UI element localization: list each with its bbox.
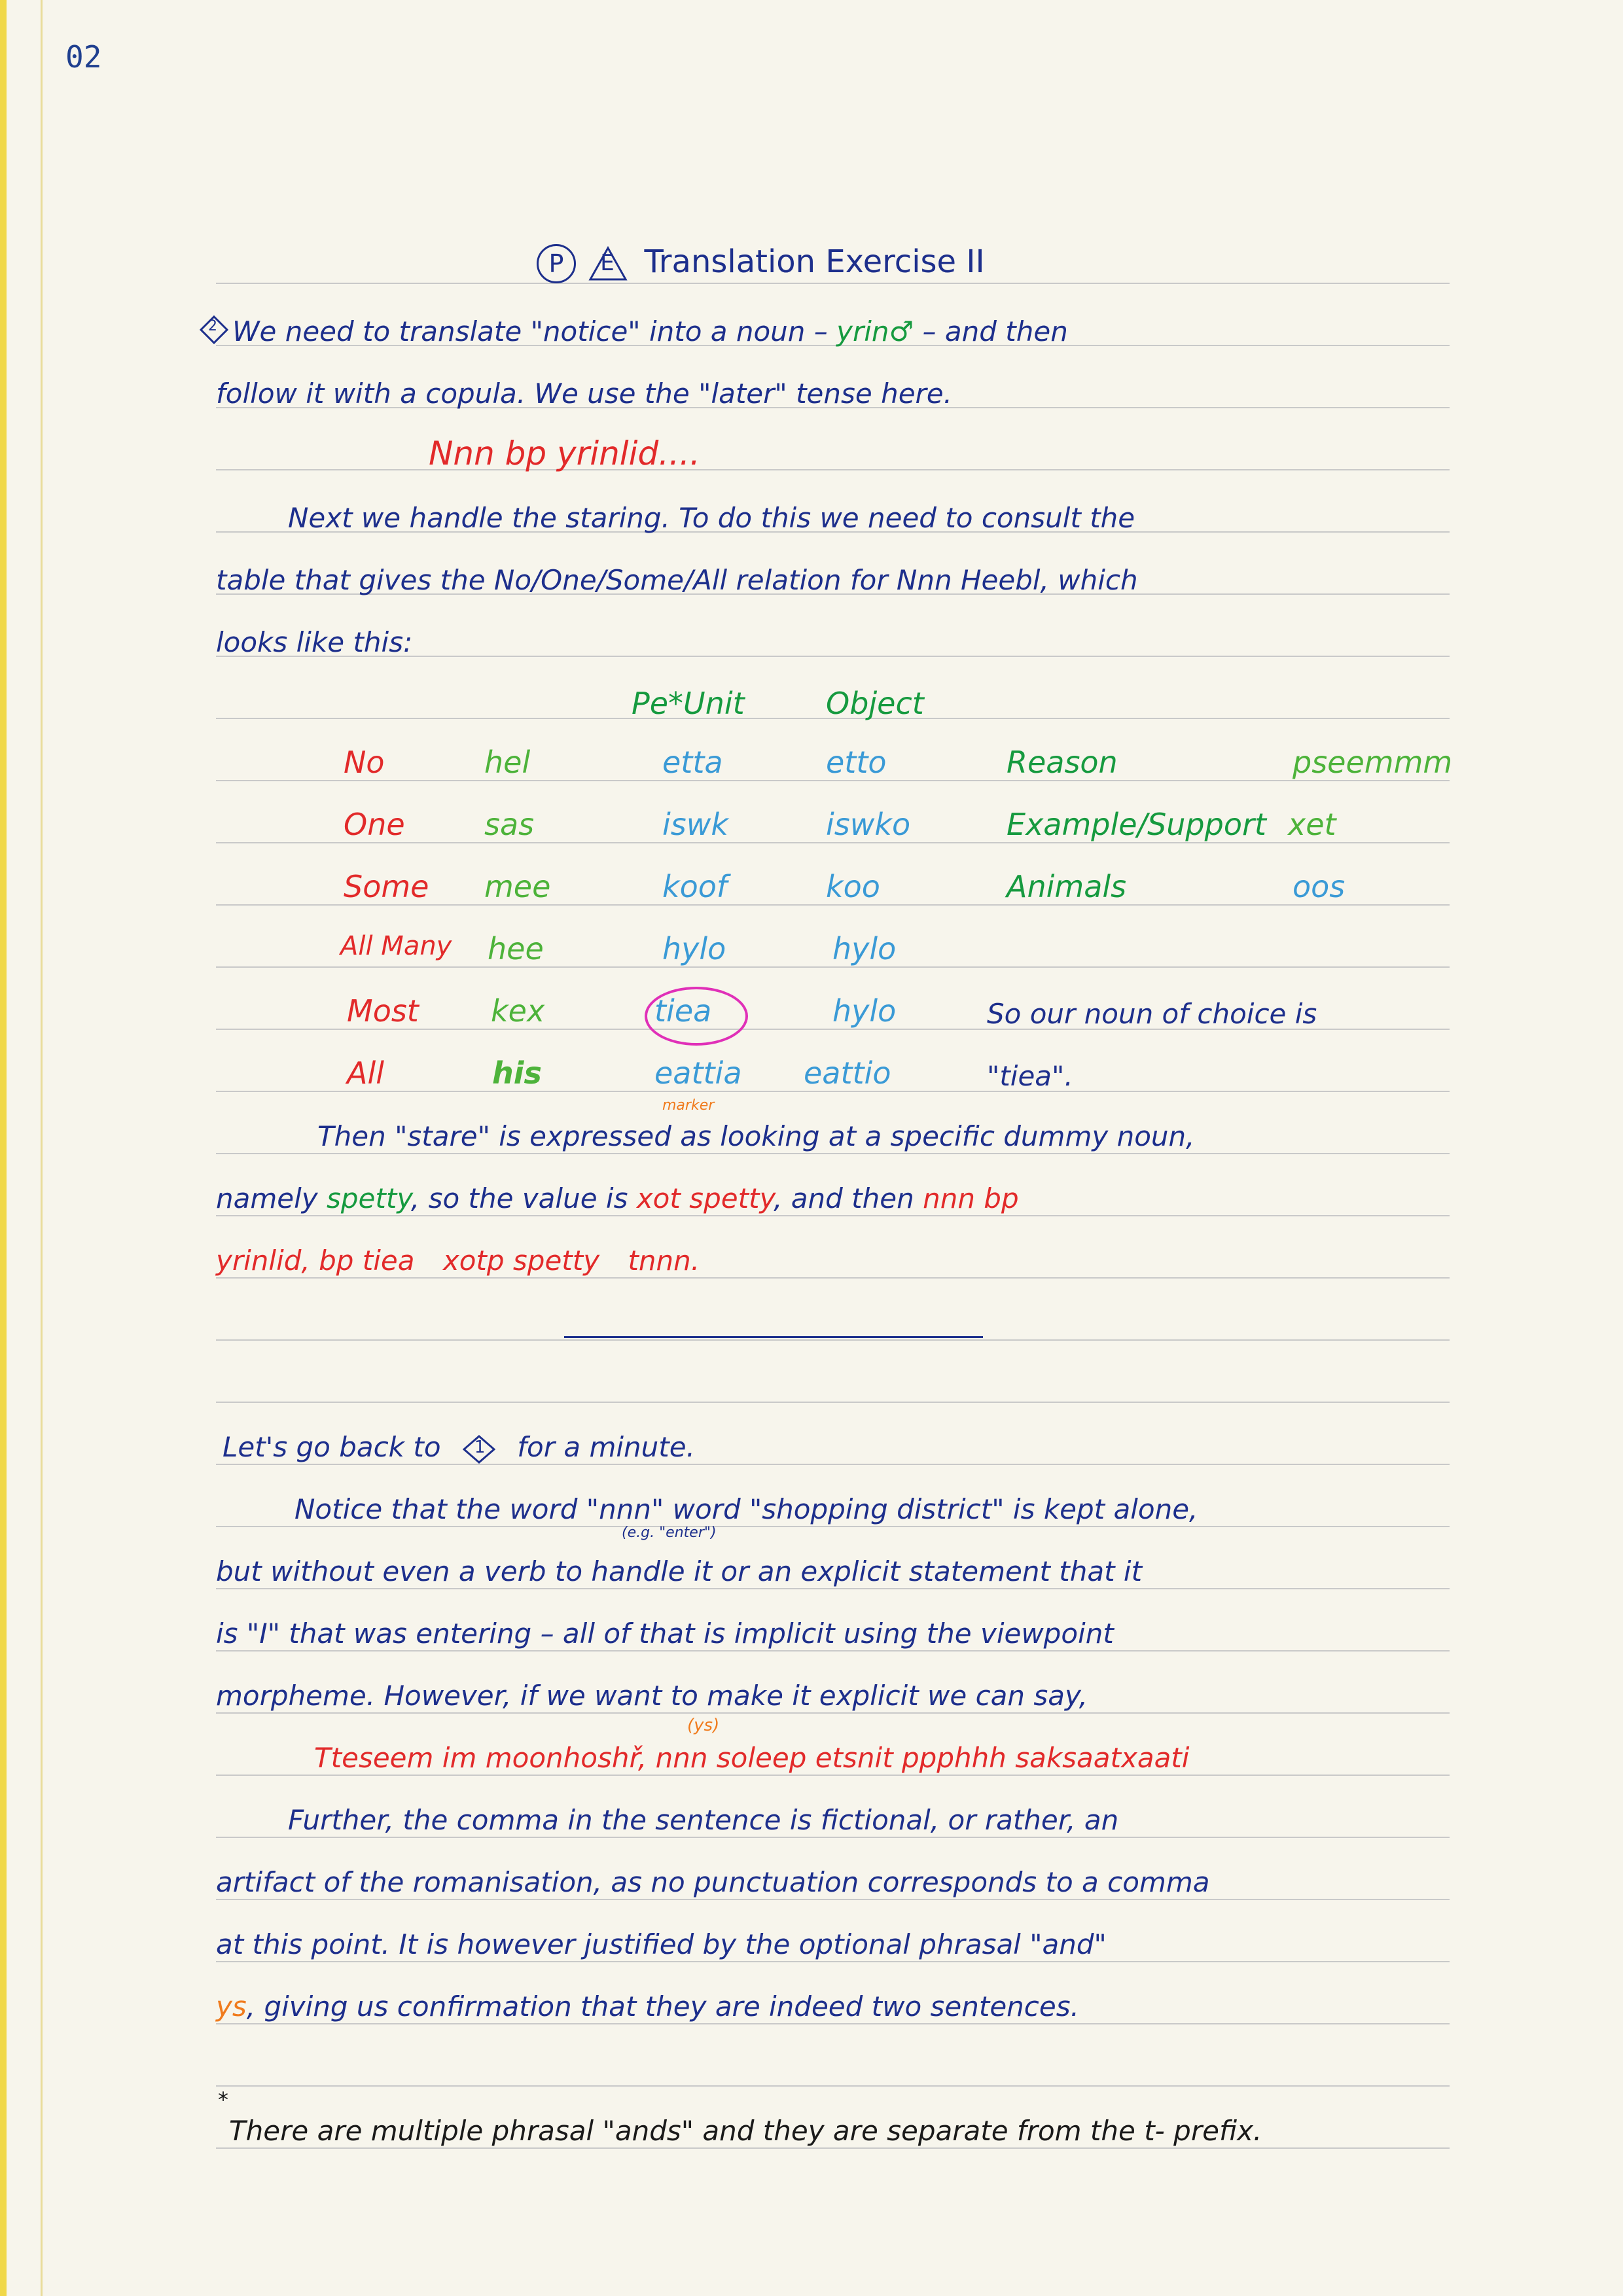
table-row-label: All (347, 1055, 385, 1091)
footnote-text: There are multiple phrasal "ands" and they are separate from the t- prefix. (229, 2115, 1262, 2147)
side-table-word: Animals (1007, 869, 1127, 904)
word-spetty: spetty (327, 1182, 411, 1214)
back-paragraph-line-5: morpheme. However, if we want to make it explicit we can say, (216, 1680, 1088, 1712)
red-example-sentence: Tteseem im moonhoshř, nnn soleep etsnit ppphhh saksaatxaati (314, 1742, 1190, 1774)
table-cell: etta (662, 745, 723, 780)
ruled-line (216, 1899, 1450, 1900)
word-ys: ys (216, 1990, 247, 2022)
word-xot-spetty: xot spetty (636, 1182, 774, 1214)
table-cell: koof (662, 869, 728, 904)
page-heading (537, 243, 985, 283)
side-table-value: xet (1288, 807, 1336, 842)
ruled-line (216, 2147, 1450, 2149)
table-row-label: All Many (340, 931, 452, 961)
table-row-label: One (344, 807, 405, 842)
then-paragraph-line-1: Then "stare" is expressed as looking at a specific dummy noun, (317, 1120, 1195, 1152)
footnote-mark: * (218, 2087, 228, 2112)
ruled-line (216, 1153, 1450, 1154)
small-note-enter: (e.g. "enter") (622, 1525, 717, 1541)
ruled-line (216, 2023, 1450, 2024)
section-2-line-1: We need to translate "notice" into a noun – yrin♂ – and then (232, 315, 1068, 347)
paragraph-staring-line-3: looks like this: (216, 626, 413, 658)
table-cell: eattio (804, 1055, 891, 1091)
red-example-nnn-bp: Nnn bp yrinlid.... (429, 434, 700, 472)
choice-line-2: "tiea". (987, 1060, 1073, 1092)
small-note-marker: marker (662, 1097, 715, 1114)
ruled-line (216, 1402, 1450, 1403)
ruled-line (216, 842, 1450, 843)
ruled-line (216, 904, 1450, 906)
table-cell: mee (484, 869, 551, 904)
margin-line (41, 0, 43, 2296)
back-paragraph-line-3: but without even a verb to handle it or an explicit statement that it (216, 1555, 1143, 1587)
table-cell: hel (484, 745, 531, 780)
page-binding-edge (0, 0, 7, 2296)
ruled-line (216, 1526, 1450, 1527)
table-cell: sas (484, 807, 535, 842)
table-cell: koo (826, 869, 880, 904)
heading-title: Translation Exercise II (644, 243, 985, 280)
side-table-word: Example/Support (1007, 807, 1266, 842)
ruled-line (216, 1339, 1450, 1341)
table-cell: hylo (832, 993, 897, 1029)
table-cell: his (492, 1055, 542, 1091)
back-paragraph-line-1: Let's go back to 1 for a minute. (223, 1431, 695, 1463)
back-paragraph-line-7: artifact of the romanisation, as no punctuation corresponds to a comma (216, 1866, 1210, 1898)
table-cell-chosen: tiea (654, 993, 712, 1029)
small-note-ys: (ys) (687, 1716, 720, 1735)
section-1-marker-icon: 1 (463, 1435, 495, 1464)
ruled-line (216, 1091, 1450, 1092)
back-paragraph-line-6: Further, the comma in the sentence is fictional, or rather, an (288, 1804, 1119, 1836)
back-paragraph-line-8: at this point. It is however justified by the optional phrasal "and" (216, 1928, 1107, 1960)
side-table-value: oos (1293, 869, 1346, 904)
table-cell: hee (488, 931, 544, 966)
ruled-line (216, 2085, 1450, 2087)
ruled-line (216, 469, 1450, 470)
table-cell: etto (826, 745, 887, 780)
separator-underline (564, 1336, 983, 1338)
table-cell: kex (491, 993, 545, 1029)
then-paragraph-line-2: namely spetty, so the value is xot spetty, and then nnn bp (216, 1182, 1019, 1214)
paragraph-staring-line-2: table that gives the No/One/Some/All relation for Nnn Heebl, which (216, 564, 1138, 596)
side-table-value: pseemmm (1293, 745, 1453, 780)
side-table-word: Reason (1007, 745, 1118, 780)
back-paragraph-line-9: ys, giving us confirmation that they are indeed two sentences. (216, 1990, 1079, 2022)
ruled-line (216, 1961, 1450, 1962)
triangle-letter-icon: E (588, 246, 628, 281)
ruled-line (216, 966, 1450, 968)
ruled-line (216, 1464, 1450, 1465)
ruled-line (216, 1837, 1450, 1838)
ruled-line (216, 1775, 1450, 1776)
table-cell: eattia (654, 1055, 742, 1091)
table-cell: hylo (832, 931, 897, 966)
noun-yrin: yrin♂ (836, 315, 914, 347)
table-cell: iswk (662, 807, 729, 842)
ruled-line (216, 1650, 1450, 1651)
table-header-pe-unit: Pe*Unit (632, 686, 745, 721)
paragraph-staring-line-1: Next we handle the staring. To do this we need to consult the (288, 502, 1135, 534)
word-nnn-bp: nnn bp (923, 1182, 1019, 1214)
ruled-line (216, 1588, 1450, 1589)
ruled-line (216, 1277, 1450, 1279)
table-row-label: Some (344, 869, 429, 904)
then-paragraph-line-3: yrinlid, bp tiea xotp spetty tnnn. (216, 1245, 700, 1277)
circled-letter-icon: P (537, 244, 576, 283)
table-cell: iswko (826, 807, 911, 842)
table-cell: hylo (662, 931, 726, 966)
back-paragraph-line-2: Notice that the word "nnn" word "shopping district" is kept alone, (294, 1493, 1198, 1525)
table-header-object: Object (826, 686, 924, 721)
page-number: 02 (65, 39, 102, 75)
table-row-label: No (344, 745, 385, 780)
section-2-line-2: follow it with a copula. We use the "later" tense here. (216, 378, 952, 410)
section-2-marker-number: 2 (208, 318, 217, 334)
ruled-line (216, 1712, 1450, 1714)
table-row-label: Most (347, 993, 419, 1029)
choice-line-1: So our noun of choice is (987, 998, 1317, 1030)
ruled-line (216, 1215, 1450, 1216)
ruled-line (216, 780, 1450, 781)
back-paragraph-line-4: is "I" that was entering – all of that is implicit using the viewpoint (216, 1617, 1114, 1650)
